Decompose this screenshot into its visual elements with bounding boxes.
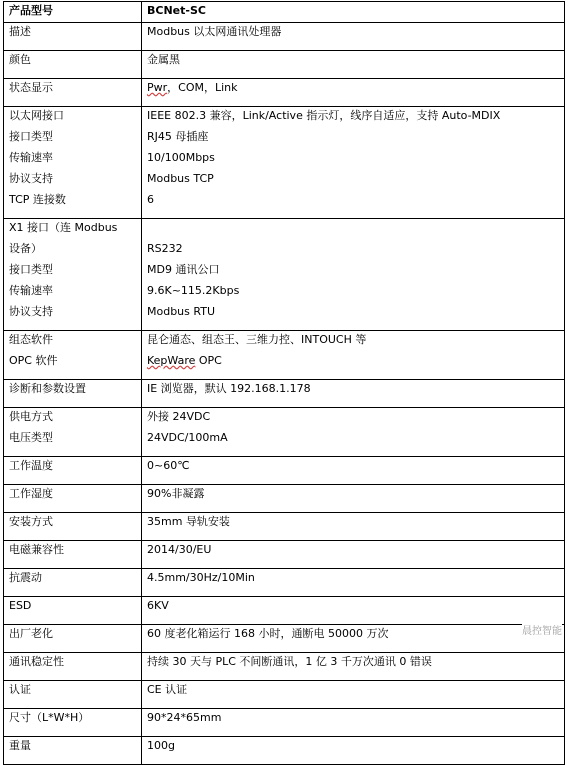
spec-label: 协议支持: [9, 172, 53, 185]
spec-table-body: [4, 2, 565, 765]
spec-value: 外接 24VDC: [147, 410, 211, 423]
spec-label-cell: [4, 380, 142, 408]
spec-value: RJ45 母插座: [147, 130, 209, 143]
spec-value: 35mm 导轨安装: [147, 515, 230, 528]
spec-label: 认证: [9, 683, 31, 696]
table-row: [4, 51, 565, 79]
spec-label: 状态显示: [9, 81, 53, 94]
spec-label-cell: [4, 107, 142, 219]
spec-label: 出厂老化: [9, 627, 53, 640]
spec-label-cell: [4, 569, 142, 597]
spec-label-cell: [4, 457, 142, 485]
table-row: [4, 457, 565, 485]
spec-label-cell: [4, 51, 142, 79]
spec-value: 100g: [147, 739, 175, 752]
spec-label: 电压类型: [9, 431, 53, 444]
table-row: [4, 653, 565, 681]
spec-label: 尺寸（L*W*H）: [9, 711, 90, 724]
spec-value: 90%非凝露: [147, 487, 205, 500]
table-row: [4, 331, 565, 380]
spec-value: 60 度老化箱运行 168 小时，通断电 50000 万次: [147, 627, 389, 640]
spec-value: 持续 30 天与 PLC 不间断通讯，1 亿 3 千万次通讯 0 错误: [147, 655, 432, 668]
table-row: [4, 380, 565, 408]
spec-value: [147, 221, 559, 242]
spec-value: KepWare OPC: [147, 354, 222, 367]
table-row: [4, 597, 565, 625]
spec-value-cell: [142, 653, 565, 681]
spec-label: 协议支持: [9, 305, 53, 318]
spec-value-cell: [142, 408, 565, 457]
spec-value: 6: [147, 193, 154, 206]
spec-value-cell: [142, 79, 565, 107]
table-row: [4, 709, 565, 737]
spec-label: 接口类型: [9, 130, 53, 143]
spec-label: 接口类型: [9, 263, 53, 276]
spec-label: TCP 连接数: [9, 193, 66, 206]
spec-label: 以太网接口: [9, 109, 64, 122]
spec-label: 电磁兼容性: [9, 543, 64, 556]
table-row: [4, 737, 565, 765]
spec-label: 诊断和参数设置: [9, 382, 86, 395]
spec-value: 6KV: [147, 599, 169, 612]
spec-label: X1 接口（连 Modbus: [9, 221, 118, 234]
spec-value: 4.5mm/30Hz/10Min: [147, 571, 255, 584]
spec-label-cell: [4, 709, 142, 737]
table-row: [4, 408, 565, 457]
spec-value-cell: [142, 51, 565, 79]
spec-label-cell: [4, 541, 142, 569]
spec-label: 重量: [9, 739, 31, 752]
spec-value: 昆仑通态、组态王、三维力控、INTOUCH 等: [147, 333, 367, 346]
spec-value: MD9 通讯公口: [147, 263, 220, 276]
spec-value: 2014/30/EU: [147, 543, 212, 556]
spec-value-cell: [142, 331, 565, 380]
spec-label: 通讯稳定性: [9, 655, 64, 668]
spec-label-cell: [4, 331, 142, 380]
header-row: [4, 2, 565, 23]
spec-value-cell: [142, 219, 565, 331]
spec-value: IE 浏览器，默认 192.168.1.178: [147, 382, 311, 395]
spec-label: 安装方式: [9, 515, 53, 528]
watermark: 晨控智能: [522, 622, 562, 637]
table-row: [4, 513, 565, 541]
header-value: BCNet-SC: [142, 2, 565, 23]
spec-value-cell: [142, 709, 565, 737]
spec-label: 设备）: [9, 242, 42, 255]
spec-label-cell: [4, 513, 142, 541]
spec-label: 传输速率: [9, 151, 53, 164]
spec-value-cell: [142, 457, 565, 485]
spec-label: 组态软件: [9, 333, 53, 346]
spec-value: Modbus 以太网通讯处理器: [147, 25, 282, 38]
spec-label-cell: [4, 597, 142, 625]
spec-label: 描述: [9, 25, 31, 38]
table-row: [4, 23, 565, 51]
spec-value: 0~60℃: [147, 459, 190, 472]
header-label: 产品型号: [4, 2, 142, 23]
table-row: [4, 681, 565, 709]
spec-value: 9.6K~115.2Kbps: [147, 284, 240, 297]
spec-value-cell: [142, 485, 565, 513]
spec-label: 供电方式: [9, 410, 53, 423]
spec-value: 金属黑: [147, 53, 180, 66]
table-row: [4, 569, 565, 597]
spec-value: CE 认证: [147, 683, 188, 696]
spec-value: IEEE 802.3 兼容，Link/Active 指示灯，线序自适应，支持 Auto-MDIX: [147, 109, 501, 122]
spec-value-cell: [142, 737, 565, 765]
spec-value-cell: [142, 107, 565, 219]
spec-label-cell: [4, 737, 142, 765]
spec-label-cell: [4, 219, 142, 331]
spec-label-cell: [4, 23, 142, 51]
spec-value: Modbus RTU: [147, 305, 215, 318]
spec-value-cell: [142, 681, 565, 709]
spec-label: 颜色: [9, 53, 31, 66]
table-row: [4, 219, 565, 331]
spec-value-cell: [142, 569, 565, 597]
spec-value-cell: [142, 597, 565, 625]
spec-label-cell: [4, 79, 142, 107]
spec-label: 工作湿度: [9, 487, 53, 500]
table-row: [4, 485, 565, 513]
spec-label: 传输速率: [9, 284, 53, 297]
spec-value: Pwr，COM，Link: [147, 81, 238, 94]
spec-value: 90*24*65mm: [147, 711, 222, 724]
spec-label-cell: [4, 653, 142, 681]
spec-label-cell: [4, 408, 142, 457]
spec-label: 抗震动: [9, 571, 42, 584]
spec-value-cell: [142, 380, 565, 408]
spec-value-cell: [142, 513, 565, 541]
spec-label: OPC 软件: [9, 354, 58, 367]
spec-label-cell: [4, 681, 142, 709]
table-row: [4, 107, 565, 219]
spec-value: RS232: [147, 242, 183, 255]
table-row: [4, 79, 565, 107]
spec-value-cell: [142, 541, 565, 569]
spec-label-cell: [4, 485, 142, 513]
spec-value: Modbus TCP: [147, 172, 214, 185]
spec-label: ESD: [9, 599, 32, 612]
spec-label: 工作温度: [9, 459, 53, 472]
spec-value-cell: [142, 23, 565, 51]
spec-value: 10/100Mbps: [147, 151, 215, 164]
table-row: [4, 541, 565, 569]
spec-value: 24VDC/100mA: [147, 431, 228, 444]
spec-table: [3, 1, 565, 765]
